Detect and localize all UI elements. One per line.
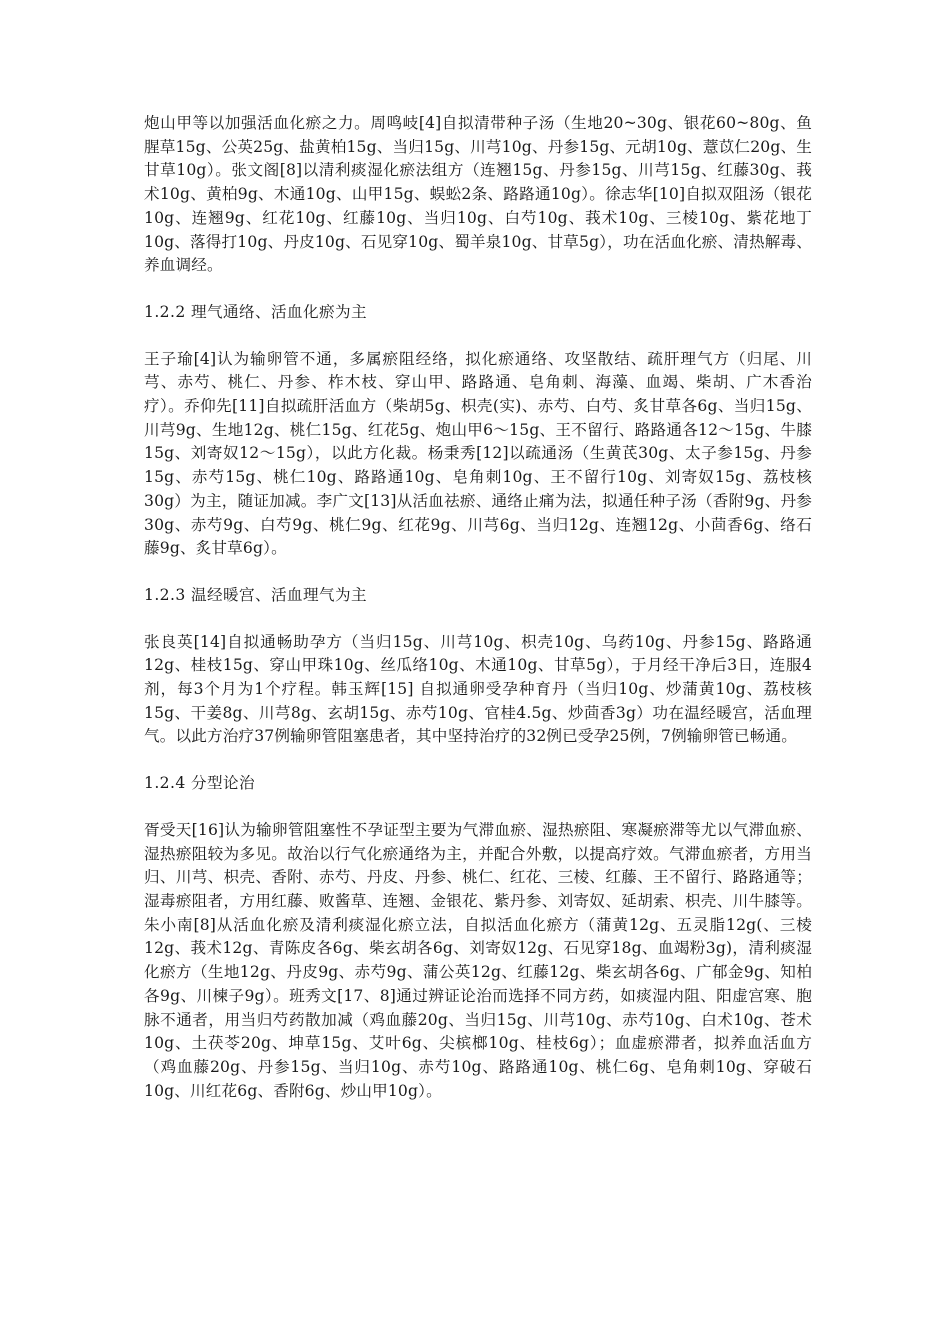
paragraph-xu-shoutian: 胥受天[16]认为输卵管阻塞性不孕证型主要为气滞血瘀、湿热瘀阻、寒凝瘀滞等尤以气滞血瘀、湿热瘀阻较为多见。故治以行气化瘀通络为主，并配合外敷，以提高疗效。气滞血瘀者，方用当归、川芎、枳壳、香附、赤芍、丹皮、丹参、桃仁、红花、三棱、红藤、王不留行、路路通等；湿毒瘀阻者，方用红藤、败酱草、连翘、金银花、紫丹参、刘寄奴、延胡索、枳壳、川牛膝等。朱小南[8]从活血化瘀及清利痰湿化瘀立法，自拟活血化瘀方（蒲黄12g、五灵脂12g(、三棱12g、莪术12g、青陈皮各6g、柴玄胡各6g、刘寄奴12g、石见穿18g、血竭粉3g)，清利痰湿化瘀方（生地12g、丹皮9g、赤芍9g、蒲公英12g、红藤12g、柴玄胡各6g、广郁金9g、知柏各9g、川楝子9g）。班秀文[17、8]通过辨证论治而选择不同方药，如痰湿内阻、阳虚宫寒、胞脉不通者，用当归芍药散加减（鸡血藤20g、当归15g、川芎10g、赤芍10g、白术10g、苍术10g、土茯苓20g、坤草15g、艾叶6g、尖槟榔10g、桂枝6g）；血虚瘀滞者，拟养血活血方（鸡血藤20g、丹参15g、当归10g、赤芍10g、路路通10g、桃仁6g、皂角刺10g、穿破石10g、川红花6g、香附6g、炒山甲10g）。 — [144, 820, 812, 1100]
paragraph-gap — [144, 325, 812, 348]
section-heading-1-2-3: 1.2.3 温经暖宫、活血理气为主 — [144, 585, 367, 604]
paragraph-zhou-mingqi: 炮山甲等以加强活血化瘀之力。周鸣岐[4]自拟清带种子汤（生地20~30g、银花60~80g、鱼腥草15g、公英25g、盐黄柏15g、当归15g、川芎10g、丹参15g、元胡10g、薏苡仁20g、生甘草10g）。张文阁[8]以清利痰湿化瘀法组方（连翘15g、丹参15g、川芎15g、红藤30g、莪术10g、黄柏9g、木通10g、山甲15g、蜈蚣2条、路路通10g）。徐志华[10]自拟双阻汤（银花10g、连翘9g、红花10g、红藤10g、当归10g、白芍10g、莪术10g、三棱10g、紫花地丁10g、落得打10g、丹皮10g、石见穿10g、蜀羊泉10g、甘草5g），功在活血化瘀、清热解毒、养血调经。 — [144, 114, 812, 275]
paragraph-gap — [144, 278, 812, 301]
section-heading-1-2-4: 1.2.4 分型论治 — [144, 774, 256, 793]
section-heading-1-2-2: 1.2.2 理气通络、活血化瘀为主 — [144, 302, 367, 321]
paragraph-zhang-liangying: 张良英[14]自拟通畅助孕方（当归15g、川芎10g、枳壳10g、乌药10g、丹参15g、路路通12g、桂枝15g、穿山甲珠10g、丝瓜络10g、木通10g、甘草5g），于月经干净后3日，连服4剂，每3个月为1个疗程。韩玉辉[15] 自拟通卵受孕种育丹（当归10g、炒蒲黄10g、荔枝核15g、干姜8g、川芎8g、玄胡15g、赤芍10g、官桂4.5g、炒茴香3g）功在温经暖宫，活血理气。以此方治疗37例输卵管阻塞患者，其中坚持治疗的32例已受孕25例，7例输卵管已畅通。 — [144, 632, 812, 746]
document-page — [144, 112, 812, 1103]
paragraph-wang-ziyu: 王子瑜[4]认为输卵管不通，多属瘀阻经络，拟化瘀通络、攻坚散结、疏肝理气方（归尾、川芎、赤芍、桃仁、丹参、柞木枝、穿山甲、路路通、皂角刺、海藻、血竭、柴胡、广木香治疗）。乔仰先[11]自拟疏肝活血方（柴胡5g、枳壳(实)、赤芍、白芍、炙甘草各6g、当归15g、川芎9g、生地12g、桃仁15g、红花5g、炮山甲6～15g、王不留行、路路通各12～15g、牛膝15g、刘寄奴12～15g），以此方化裁。杨秉秀[12]以疏通汤（生黄芪30g、太子参15g、丹参15g、赤芍15g、桃仁10g、路路通10g、皂角刺10g、王不留行10g、刘寄奴15g、荔枝核30g）为主，随证加减。李广文[13]从活血祛瘀、通络止痛为法，拟通任种子汤（香附9g、丹参30g、赤芍9g、白芍9g、桃仁9g、红花9g、川芎6g、当归12g、连翘12g、小茴香6g、络石藤9g、炙甘草6g）。 — [144, 349, 812, 558]
paragraph-gap — [144, 796, 812, 819]
paragraph-gap — [144, 608, 812, 631]
paragraph-gap — [144, 749, 812, 772]
paragraph-gap — [144, 561, 812, 584]
